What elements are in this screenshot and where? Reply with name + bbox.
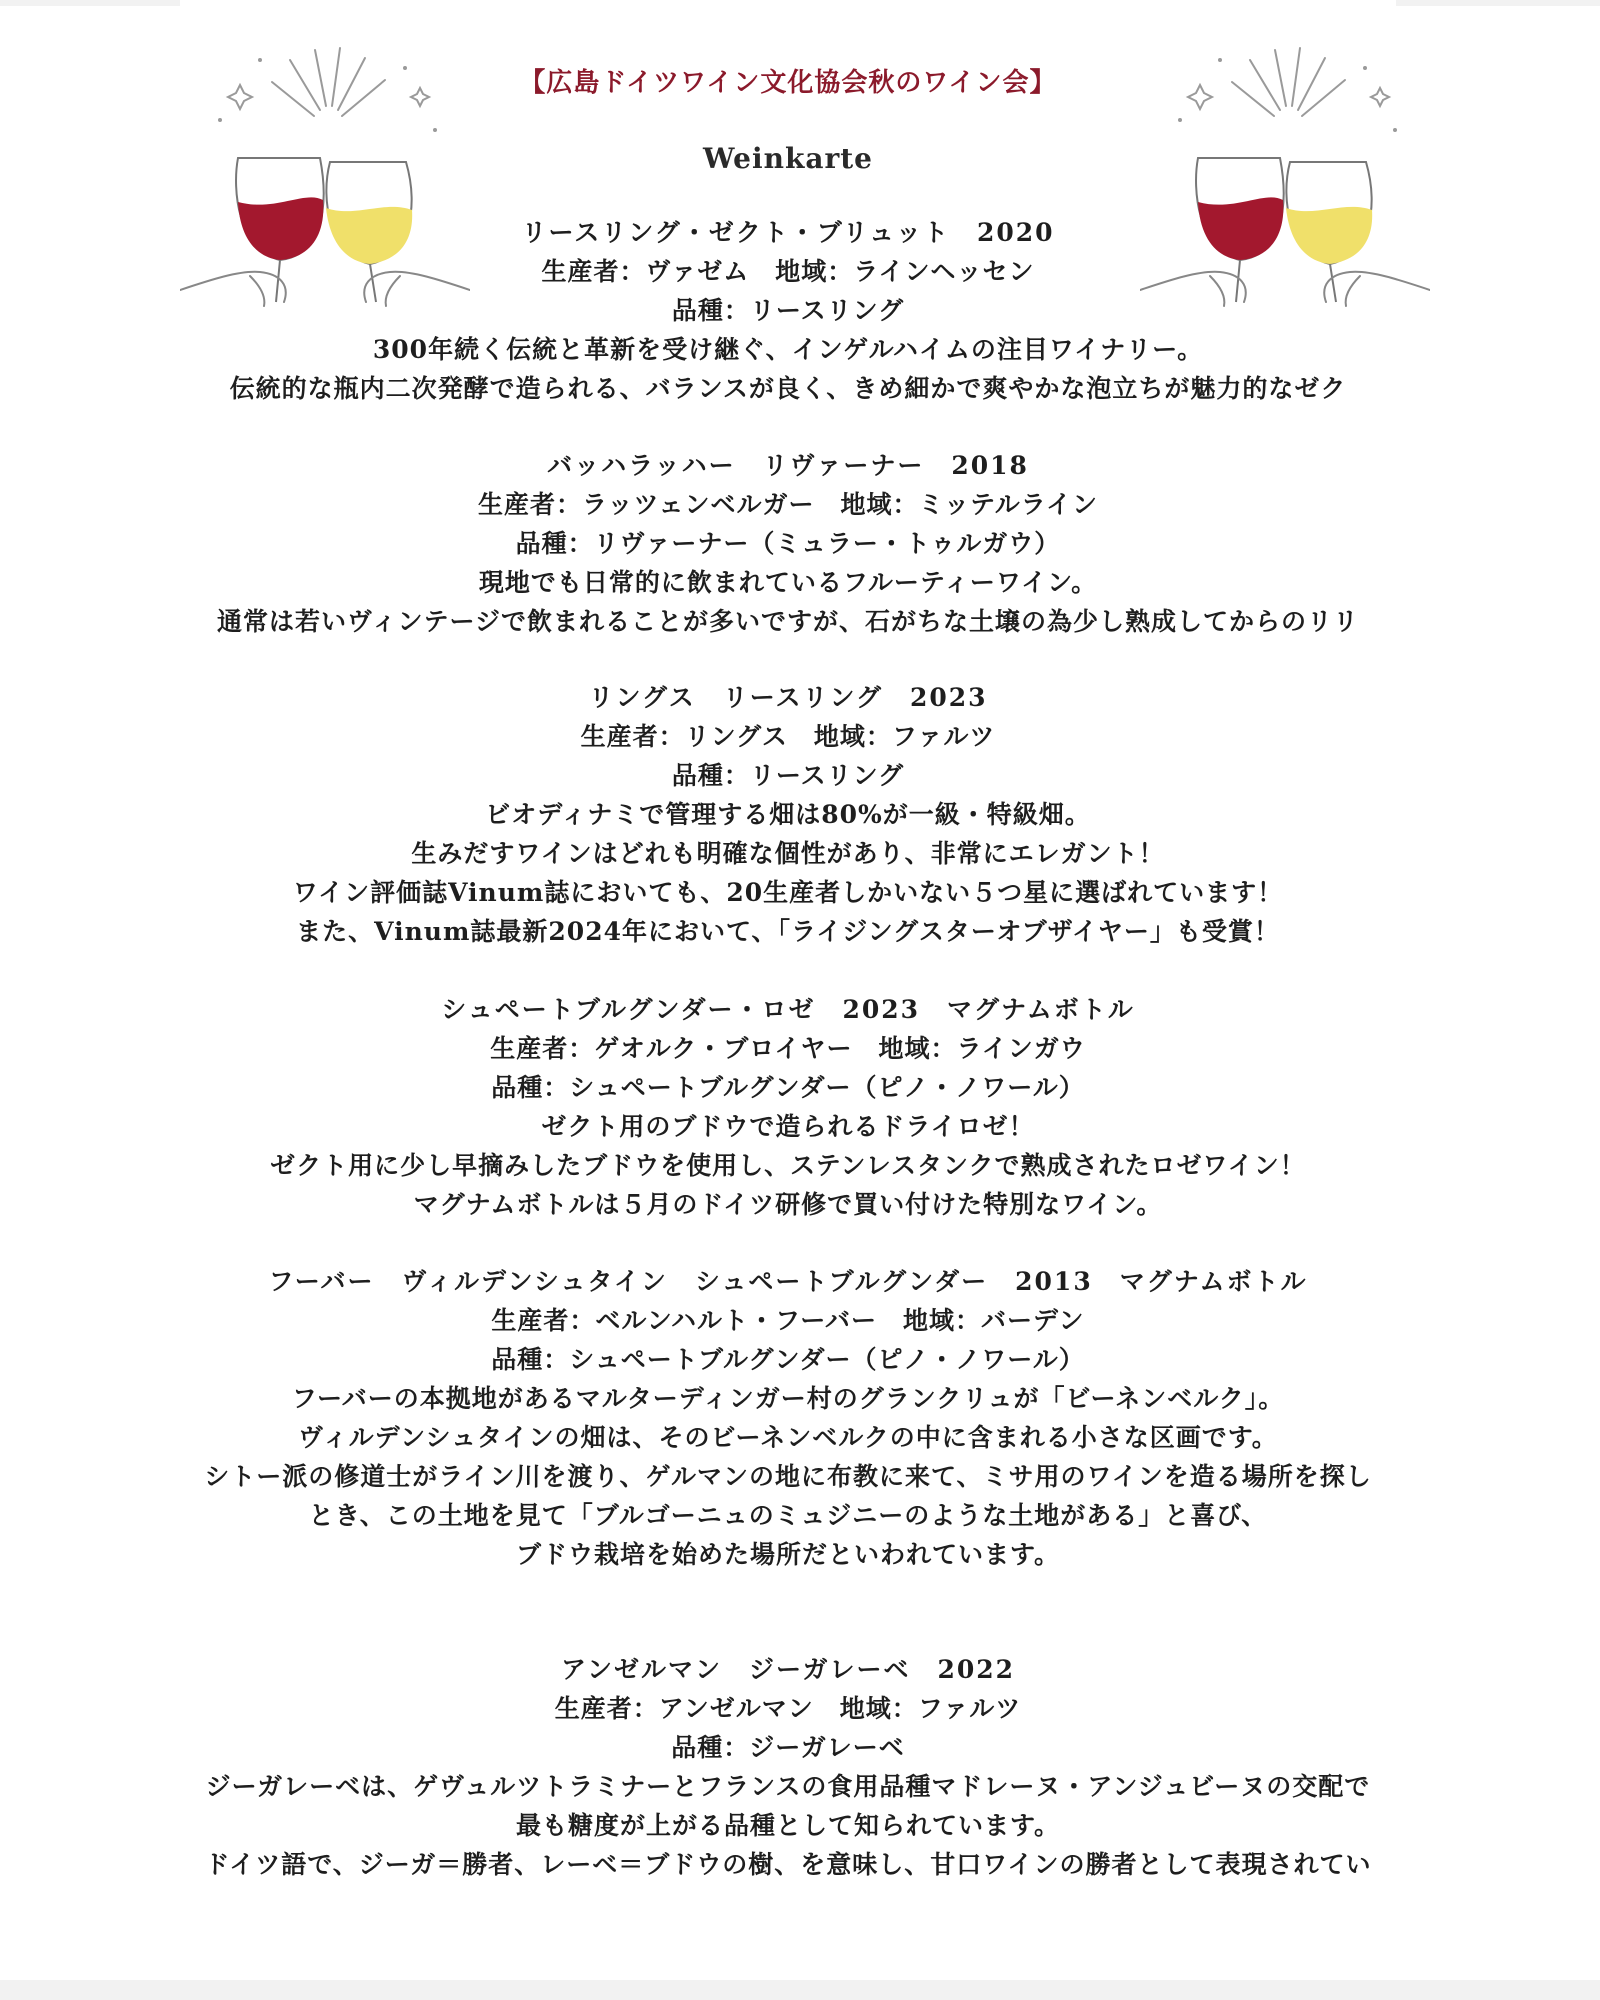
wine-producer-region: 生産者：ベルンハルト・フーバー 地域：バーデン [491, 1306, 1085, 1335]
wine-description-line: 300年続く伝統と革新を受け継ぐ、インゲルハイムの注目ワイナリー。 [372, 335, 1204, 364]
wine-description-line: とき、この土地を見て「ブルゴーニュのミュジニーのような土地がある」と喜び、 [308, 1501, 1268, 1530]
wine-description-line: ビオディナミで管理する畑は80%が一級・特級畑。 [485, 800, 1091, 829]
wine-description-line: ブドウ栽培を始めた場所だといわれています。 [515, 1540, 1060, 1569]
bottom-strip [0, 1980, 1600, 2000]
wine-variety: 品種：リースリング [671, 296, 905, 325]
wine-description-line: 伝統的な瓶内二次発酵で造られる、バランスが良く、きめ細かで爽やかな泡立ちが魅力的なゼク [229, 374, 1347, 403]
wine-description-line: ヴィルデンシュタインの畑は、そのビーネンベルクの中に含まれる小さな区画です。 [298, 1423, 1278, 1452]
wine-description-line: マグナムボトルは５月のドイツ研修で買い付けた特別なワイン。 [413, 1190, 1163, 1219]
menu-heading: Weinkarte [702, 142, 873, 175]
wine-name: リングス リースリング 2023 [588, 683, 988, 712]
wine-description-line: ドイツ語で、ジーガ＝勝者、レーベ＝ブドウの樹、を意味し、甘口ワインの勝者として表現されてい [204, 1850, 1372, 1879]
wine-description-line: 現地でも日常的に飲まれているフルーティーワイン。 [478, 568, 1098, 597]
wine-description-line: 通常は若いヴィンテージで飲まれることが多いですが、石がちな土壌の為少し熟成してからのリリ [216, 607, 1359, 636]
wine-name: アンゼルマン ジーガレーベ 2022 [560, 1655, 1016, 1684]
wine-producer-region: 生産者：アンゼルマン 地域：ファルツ [554, 1694, 1022, 1723]
wine-name: バッハラッハー リヴァーナー 2018 [547, 451, 1029, 480]
wine-producer-region: 生産者：ラッツェンベルガー 地域：ミッテルライン [477, 490, 1098, 519]
wine-name: フーバー ヴィルデンシュタイン シュペートブルグンダー 2013 マグナムボトル [268, 1267, 1308, 1296]
wine-name: シュペートブルグンダー・ロゼ 2023 マグナムボトル [441, 995, 1135, 1024]
wine-description-line: ジーガレーベは、ゲヴュルツトラミナーとフランスの食用品種マドレーヌ・アンジュビーヌの交配で [205, 1772, 1371, 1801]
wine-entry [180, 1262, 1396, 1574]
wine-description-line: 最も糖度が上がる品種として知られています。 [515, 1811, 1060, 1840]
wine-description-line: シトー派の修道士がライン川を渡り、ゲルマンの地に布教に来て、ミサ用のワインを造る場所を探し [204, 1462, 1372, 1491]
wine-entry [180, 990, 1396, 1224]
wine-entry [180, 446, 1396, 641]
wine-entry [180, 1650, 1396, 1884]
wine-toast-illustration-icon [1140, 40, 1430, 310]
wine-description-line: また、Vinum誌最新2024年において、「ライジングスターオブザイヤー」も受賞！ [296, 917, 1280, 946]
wine-description-line: ゼクト用に少し早摘みしたブドウを使用し、ステンレスタンクで熟成されたロゼワイン！ [270, 1151, 1306, 1180]
wine-variety: 品種：シュペートブルグンダー（ピノ・ノワール） [491, 1345, 1085, 1374]
wine-entry [180, 678, 1396, 951]
wine-variety: 品種：リースリング [671, 761, 905, 790]
wine-description-line: ワイン評価誌Vinum誌においても、20生産者しかいない５つ星に選ばれています！ [292, 878, 1284, 907]
wine-variety: 品種：ジーガレーベ [671, 1733, 905, 1762]
wine-producer-region: 生産者：リングス 地域：ファルツ [580, 722, 996, 751]
wine-description-line: ゼクト用のブドウで造られるドライロゼ！ [541, 1112, 1035, 1141]
wine-variety: 品種：シュペートブルグンダー（ピノ・ノワール） [491, 1073, 1085, 1102]
wine-description-line: 生みだすワインはどれも明確な個性があり、非常にエレガント！ [411, 839, 1165, 868]
wine-name: リースリング・ゼクト・ブリュット 2020 [521, 218, 1055, 247]
wine-variety: 品種：リヴァーナー（ミュラー・トゥルガウ） [515, 529, 1061, 558]
wine-description-line: フーバーの本拠地があるマルターディンガー村のグランクリュが「ビーネンベルク」。 [291, 1384, 1285, 1413]
wine-producer-region: 生産者：ゲオルク・ブロイヤー 地域：ラインガウ [490, 1034, 1086, 1063]
event-title: 【広島ドイツワイン文化協会秋のワイン会】 [519, 68, 1057, 98]
wine-toast-illustration-icon [180, 40, 470, 310]
wine-producer-region: 生産者：ヴァゼム 地域：ラインヘッセン [541, 257, 1035, 286]
